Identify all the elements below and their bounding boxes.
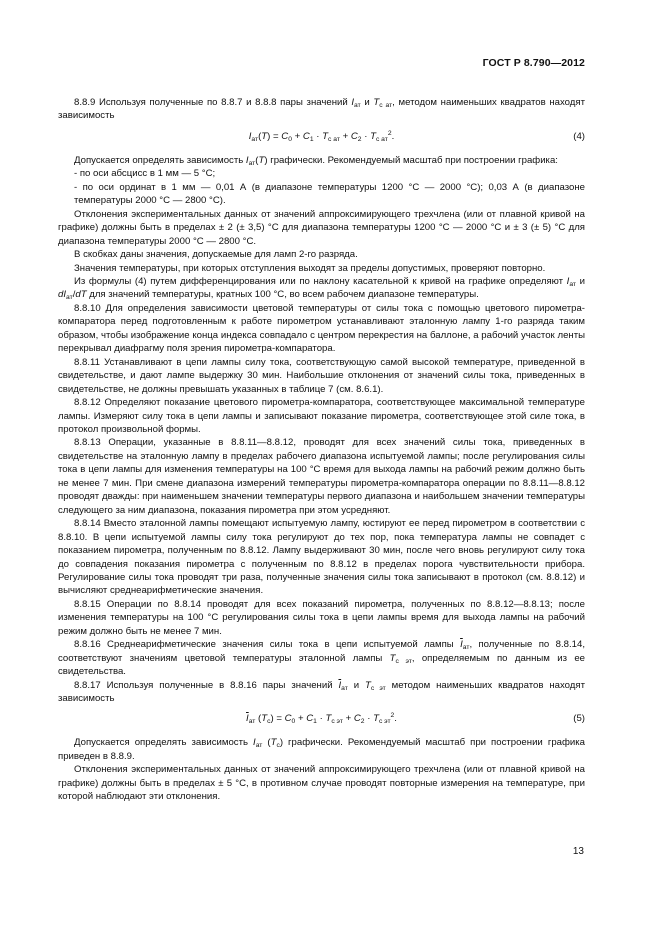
paragraph-8-8-11: 8.8.11 Устанавливают в цепи лампы силу тока, соответствующую самой высокой температуре, приведенной в свидетельстве, и дают лампе выдержку 30 мин. Наибольшие отклонения от значений силы тока, приведенных в свидетельстве, не должны превышать указанных в таблице 7 (см. 8.6.1).	[58, 356, 585, 395]
formula-4-number: (4)	[573, 130, 585, 142]
paragraph-brackets-note: В скобках даны значения, допускаемые для ламп 2-го разряда.	[74, 249, 358, 261]
page-number: 13	[572, 846, 584, 857]
paragraph-8-8-13: 8.8.13 Операции, указанные в 8.8.11—8.8.12, проводят для всех значений силы тока, приведенных в свидетельстве на эталонную лампу в пределах рабочего диапазона испытуемой лампы; после регулирования силы тока в цепи лампы для изменения температуры на 100 °С время для выхода лампы на рабочий режим должно быть не менее 7 мин. При смене диапазона измерений температуры пирометра-компаратора операции по 8.8.11—8.8.12 проводят дважды: при наименьшем значении температуры первого диапазона и наибольшем значении температуры следующего за ним диапазона, показания пирометра при этом усредняют.	[58, 437, 585, 516]
paragraph-graph-allowed-2: Допускается определять зависимость $I_{ат}$ $(T_с)$ графически. Рекомендуемый масштаб при построении графика приведен в 8.8.9.	[58, 737, 585, 762]
paragraph-8-8-9: 8.8.9 Используя полученные по 8.8.7 и 8.8.8 пары значений $I_{ат}$ и $T_{с ат}$, методом наименьших квадратов находят зависимость	[58, 97, 585, 122]
list-item-abscissa: - по оси абсцисс в 1 мм — 5 °С;	[74, 168, 216, 180]
paragraph-8-8-15: 8.8.15 Операции по 8.8.14 проводят для всех показаний пирометра, полученных по 8.8.12—8.8.13; после изменения температуры на 100 °С регулирования силы тока в цепи лампы время для выхода лампы на рабочий режим должно быть не менее 7 мин.	[58, 598, 585, 637]
document-body	[58, 96, 585, 804]
paragraph-8-8-17: 8.8.17 Используя полученные в 8.8.16 пары значений $\overline{I}_{ат}$ и $T_{с эт}$ методом наименьших квадратов находят зависимость	[58, 679, 585, 705]
formula-5-number: (5)	[573, 713, 585, 725]
formula-4-expression: $I_{ат}(T) = C_0 + C_1 \cdot T_{с ат} + C_2 \cdot T_{с ат}^2$.	[248, 129, 395, 143]
paragraph-graph-allowed: Допускается определять зависимость $I_{ат}(T)$ графически. Рекомендуемый масштаб при построении графика:	[74, 154, 558, 167]
paragraph-8-8-16: 8.8.16 Среднеарифметические значения силы тока в цепи испытуемой лампы $\overline{I}_{ат}$, полученные по 8.8.14, соответствуют значениям цветовой температуры эталонной лампы $T_{с эт}$, определяемым по данным из ее свидетельства.	[58, 639, 585, 678]
formula-5-expression: $\overline{I}_{ат}$ $(T_с) = C_0 + C_1 \cdot T_{с эт} + C_2 \cdot T_{с эт}^2$.	[246, 712, 397, 726]
paragraph-8-8-10: 8.8.10 Для определения зависимости цветовой температуры от силы тока с помощью цветового пирометра-компаратора перед подготовленным к работе пирометром устанавливают эталонную лампу 1-го разряда таким образом, чтобы изображение конца индекса совпадало с центром перекрестия на баллоне, а рабочий участок ленты перекрывал диафрагму поля зрения пирометра-компаратора.	[58, 302, 585, 355]
paragraph-differentiation: Из формулы (4) путем дифференцирования или по наклону касательной к кривой на графике определяют $I_{ат}$ и $dI_{ат}/dT$ для значений температуры, кратных 100 °С, во всем рабочем диапазоне температуры.	[58, 275, 585, 302]
paragraph-deviations: Отклонения экспериментальных данных от значений аппроксимирующего трехчлена (или от плавной кривой на графике) должны быть в пределах ± 2 (± 3,5) °С для диапазона температуры 1200 °С — 2000 °С и ± 3 (± 5) °С для диапазона температуры 2000 °С — 2800 °С.	[58, 208, 585, 247]
paragraph-8-8-14: 8.8.14 Вместо эталонной лампы помещают испытуемую лампу, юстируют ее перед пирометром в соответствии с 8.8.10. В цепи испытуемой лампы силу тока регулируют до тех пор, пока температура лампы не совпадет с показанием пирометра, полученным по 8.8.12. Лампу выдерживают 30 мин, после чего вновь регулируют силу тока до совпадения показания пирометра с полученным по 8.8.12 в пределах порога чувствительности прибора. Регулирование силы тока проводят три раза, полученные значения силы тока записывают в протокол (см. 8.8.12) и вычисляют среднеарифметические значения.	[58, 518, 585, 597]
list-item-ordinate: - по оси ординат в 1 мм — 0,01 А (в диапазоне температуры 1200 °С — 2000 °С); 0,03 А (в диапазоне температуры 2000 °С — 2800 °С).	[74, 181, 585, 207]
formula-4	[58, 127, 585, 148]
paragraph-deviations-2: Отклонения экспериментальных данных от значений аппроксимирующего трехчлена (или от плавной кривой на графике) должны быть в пределах ± 5 °С, в противном случае проводят повторные измерения на температуре, при которой наблюдают эти отклонения.	[58, 764, 585, 803]
paragraph-8-8-12: 8.8.12 Определяют показание цветового пирометра-компаратора, соответствующее максимальной температуре лампы. Измеряют силу тока в цепи лампы и записывают показание пирометра, соответствующее этой силе тока, в протокол произвольной формы.	[58, 397, 585, 435]
paragraph-recheck: Значения температуры, при которых отступления выходят за пределы допустимых, проверяют повторно.	[74, 262, 546, 274]
formula-5	[58, 709, 585, 730]
standard-header: ГОСТ Р 8.790—2012	[482, 57, 585, 69]
